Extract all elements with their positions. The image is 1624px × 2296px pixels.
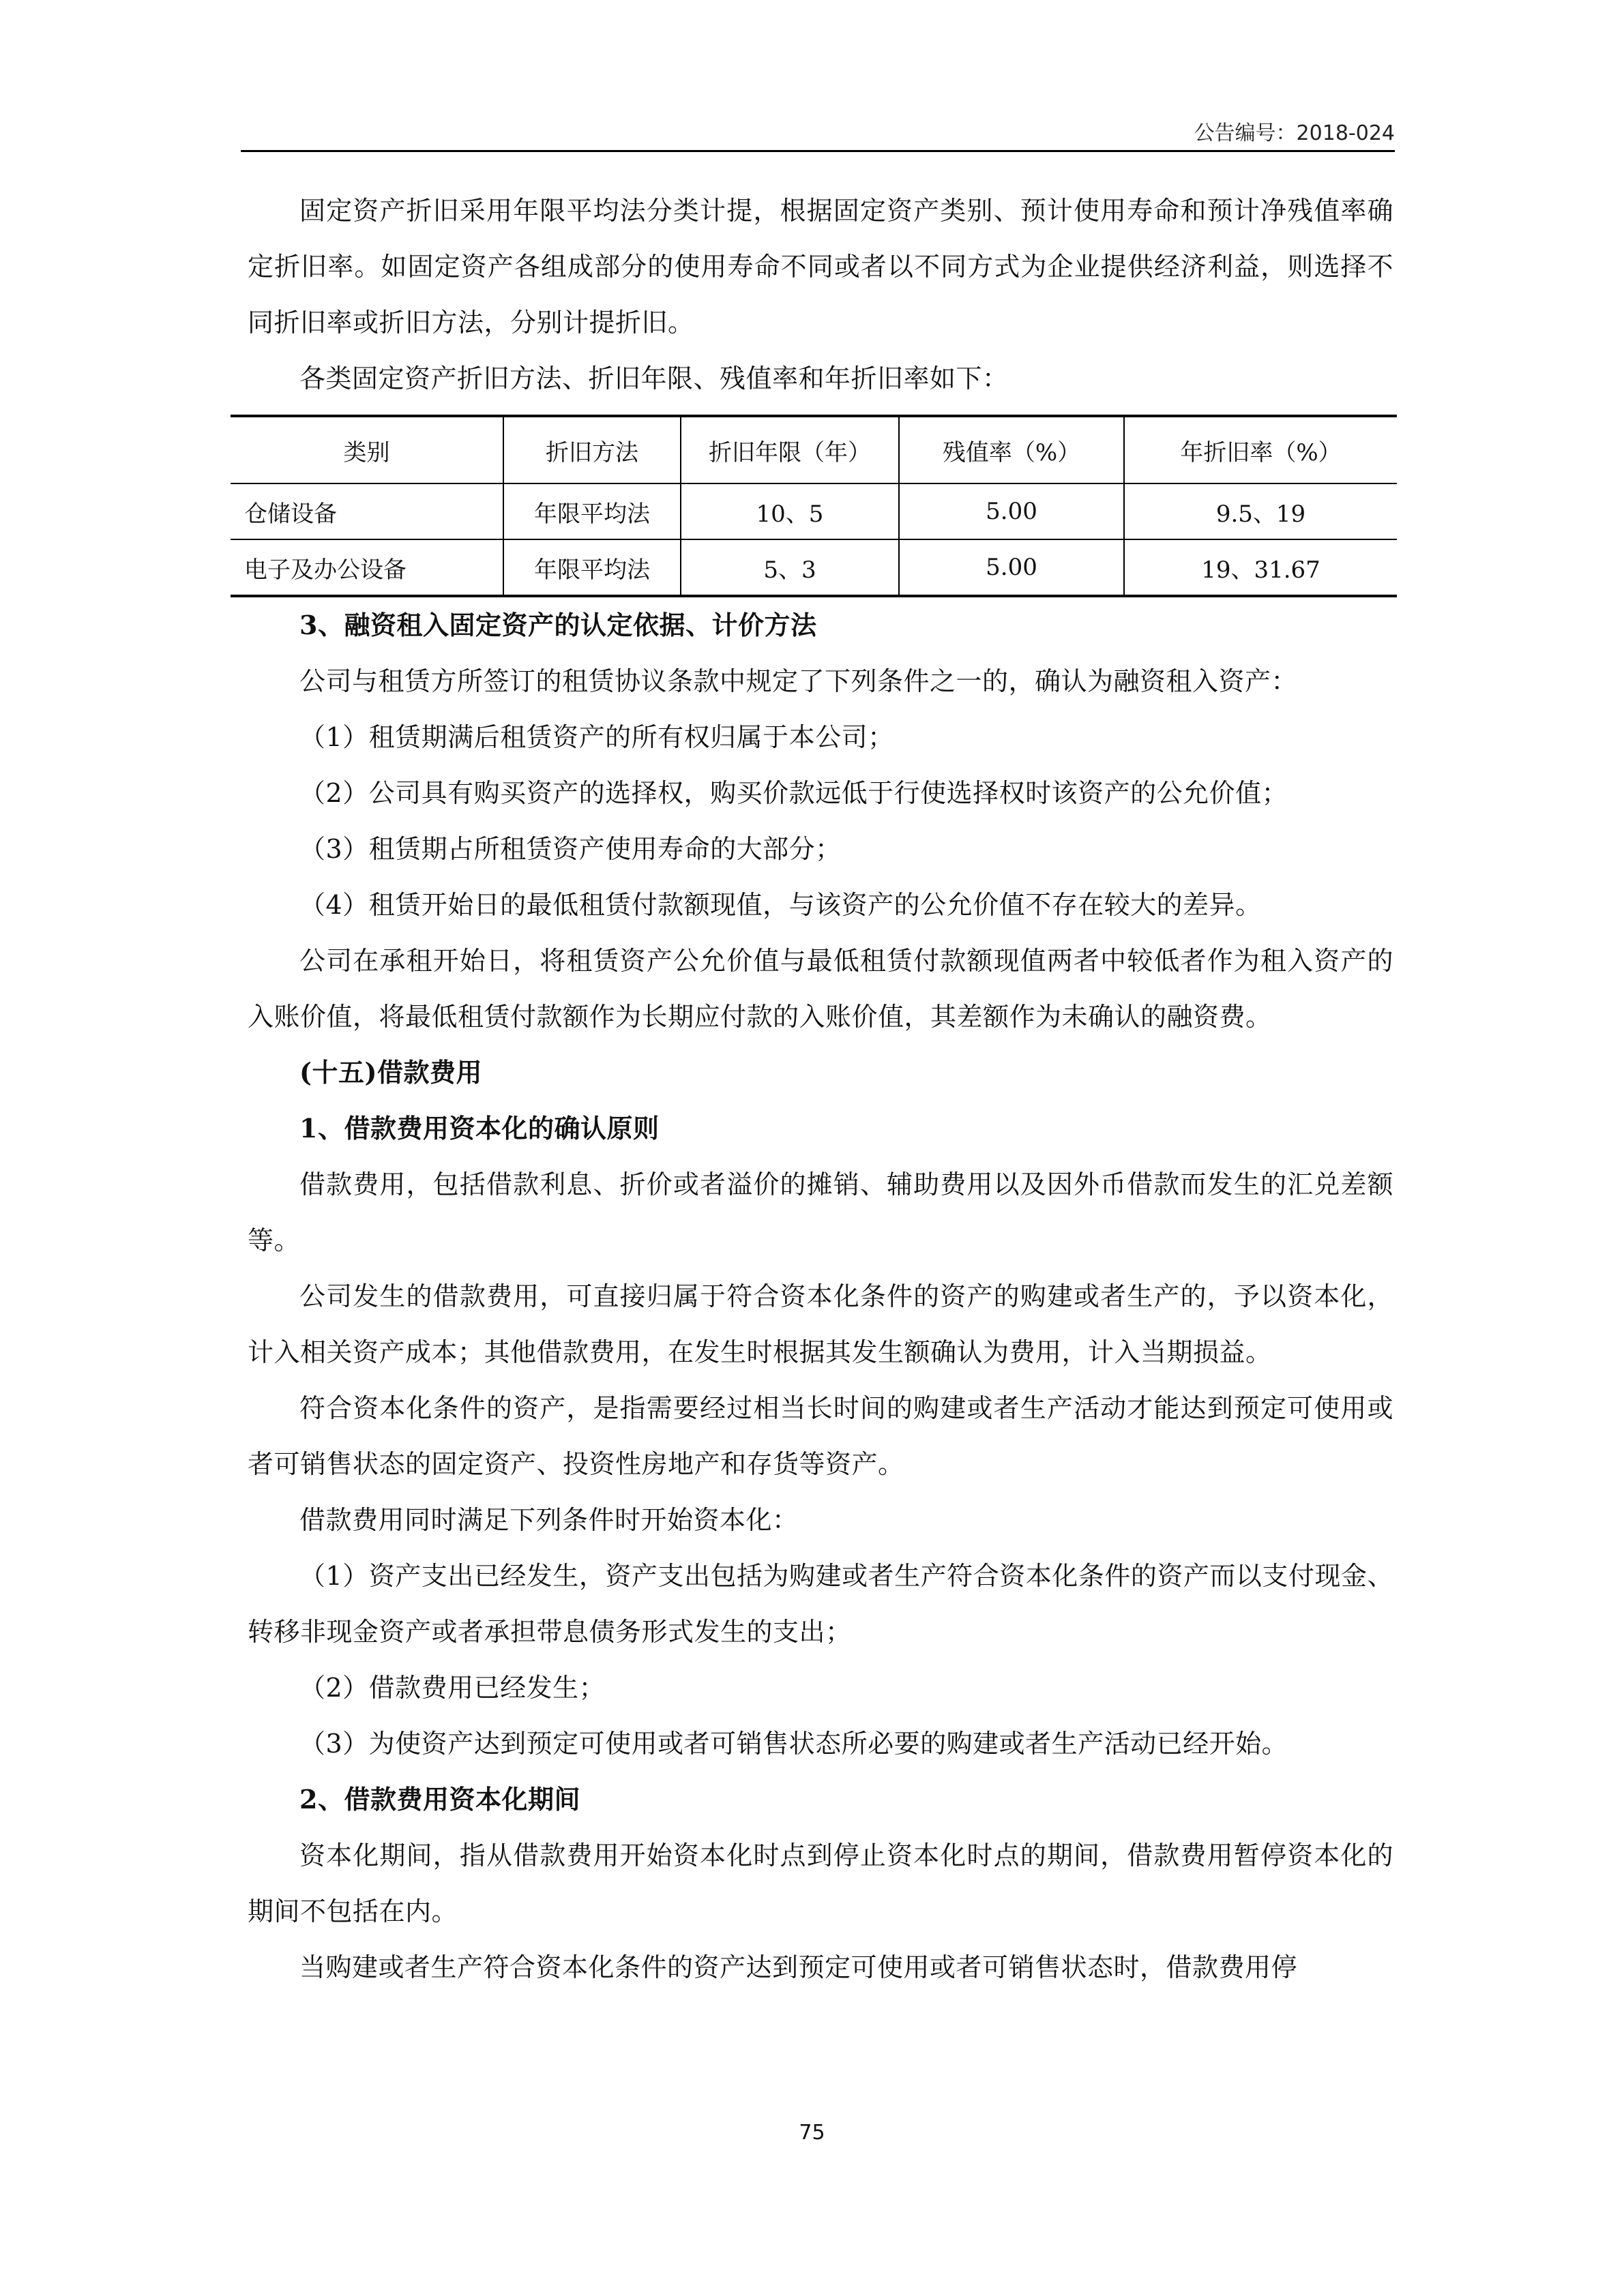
table-row bbox=[231, 539, 1397, 596]
table-cell: 年限平均法 bbox=[503, 483, 681, 539]
list-item: （1）资产支出已经发生，资产支出包括为购建或者生产符合资本化条件的资产而以支付现金、转移非现金资产或者承担带息债务形式发生的支出； bbox=[248, 1561, 1393, 1647]
table-header-cell: 折旧方法 bbox=[503, 416, 681, 483]
subsection-heading: 1、借款费用资本化的确认原则 bbox=[299, 1113, 660, 1144]
table-header-cell: 类别 bbox=[231, 416, 503, 483]
header-divider bbox=[241, 150, 1395, 152]
paragraph: 借款费用同时满足下列条件时开始资本化： bbox=[299, 1505, 799, 1535]
page-body bbox=[244, 183, 1393, 1995]
table-cell: 5、3 bbox=[681, 539, 899, 596]
table-header-cell: 折旧年限（年） bbox=[681, 416, 899, 483]
table-cell: 19、31.67 bbox=[1124, 539, 1397, 596]
paragraph: 公司发生的借款费用，可直接归属于符合资本化条件的资产的购建或者生产的，予以资本化，计入相关资产成本；其他借款费用，在发生时根据其发生额确认为费用，计入当期损益。 bbox=[248, 1281, 1393, 1367]
paragraph: 符合资本化条件的资产，是指需要经过相当长时间的购建或者生产活动才能达到预定可使用或者可销售状态的固定资产、投资性房地产和存货等资产。 bbox=[248, 1393, 1393, 1479]
section-heading: (十五)借款费用 bbox=[299, 1057, 482, 1088]
table-cell: 仓储设备 bbox=[231, 483, 503, 539]
paragraph: 当购建或者生产符合资本化条件的资产达到预定可使用或者可销售状态时，借款费用停 bbox=[299, 1952, 1298, 1982]
list-item: （2）借款费用已经发生； bbox=[299, 1673, 606, 1703]
depreciation-table bbox=[231, 415, 1397, 597]
section-heading: 3、融资租入固定资产的认定依据、计价方法 bbox=[299, 610, 817, 640]
paragraph: 公司与租赁方所签订的租赁协议条款中规定了下列条件之一的，确认为融资租入资产： bbox=[299, 666, 1298, 696]
list-item: （2）公司具有购买资产的选择权，购买价款远低于行使选择权时该资产的公允价值； bbox=[299, 778, 1288, 808]
table-cell: 电子及办公设备 bbox=[231, 539, 503, 596]
table-cell: 5.00 bbox=[899, 483, 1124, 539]
subsection-heading: 2、借款费用资本化期间 bbox=[299, 1784, 580, 1815]
table-cell: 10、5 bbox=[681, 483, 899, 539]
list-item: （3）租赁期占所租赁资产使用寿命的大部分； bbox=[299, 834, 842, 864]
table-row bbox=[231, 483, 1397, 539]
document-number: 公告编号：2018-024 bbox=[1194, 121, 1395, 145]
table-cell: 年限平均法 bbox=[503, 539, 681, 596]
table-header-row bbox=[231, 416, 1397, 483]
paragraph: 借款费用，包括借款利息、折价或者溢价的摊销、辅助费用以及因外币借款而发生的汇兑差额等。 bbox=[248, 1169, 1393, 1255]
table-cell: 5.00 bbox=[899, 539, 1124, 596]
paragraph: 固定资产折旧采用年限平均法分类计提，根据固定资产类别、预计使用寿命和预计净残值率确定折旧率。如固定资产各组成部分的使用寿命不同或者以不同方式为企业提供经济利益，则选择不同折旧率或折旧方法，分别计提折旧。 bbox=[248, 196, 1393, 338]
list-item: （4）租赁开始日的最低租赁付款额现值，与该资产的公允价值不存在较大的差异。 bbox=[299, 890, 1262, 920]
list-item: （3）为使资产达到预定可使用或者可销售状态所必要的购建或者生产活动已经开始。 bbox=[299, 1729, 1288, 1759]
paragraph: 各类固定资产折旧方法、折旧年限、残值率和年折旧率如下： bbox=[299, 363, 1009, 393]
table-header-cell: 年折旧率（%） bbox=[1124, 416, 1397, 483]
list-item: （1）租赁期满后租赁资产的所有权归属于本公司； bbox=[299, 722, 894, 752]
page-number: 75 bbox=[799, 2121, 825, 2145]
paragraph: 资本化期间，指从借款费用开始资本化时点到停止资本化时点的期间，借款费用暂停资本化的期间不包括在内。 bbox=[248, 1840, 1393, 1926]
table-header-cell: 残值率（%） bbox=[899, 416, 1124, 483]
table-cell: 9.5、19 bbox=[1124, 483, 1397, 539]
paragraph: 公司在承租开始日，将租赁资产公允价值与最低租赁付款额现值两者中较低者作为租入资产的入账价值，将最低租赁付款额作为长期应付款的入账价值，其差额作为未确认的融资费。 bbox=[248, 946, 1393, 1032]
